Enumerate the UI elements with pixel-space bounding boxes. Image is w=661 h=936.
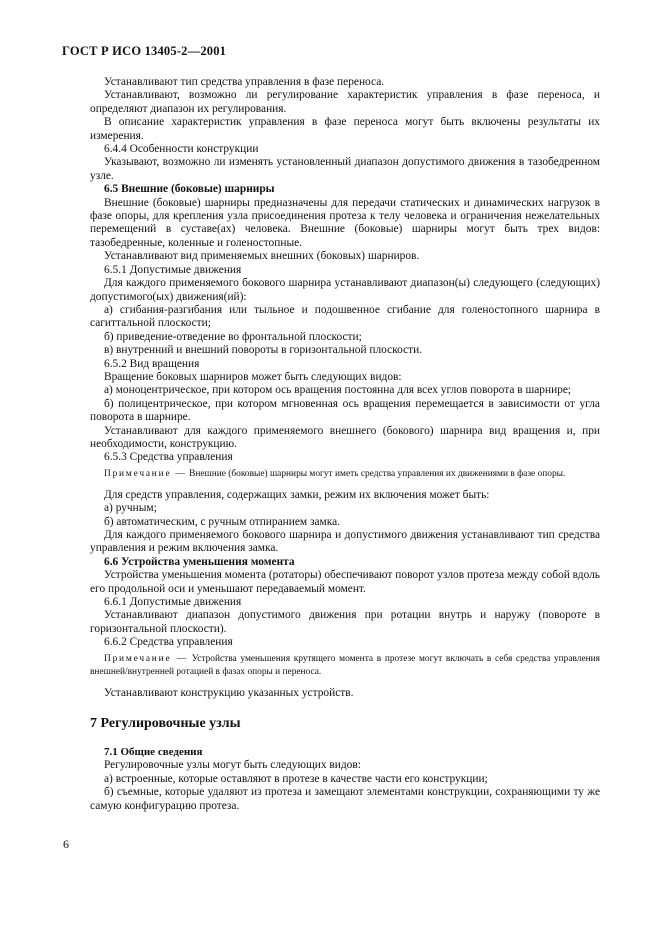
paragraph: Устройства уменьшения момента (ротаторы) обеспечивают поворот узлов протеза между собой вдоль его продольной оси и уменьшают передаваемый момент. — [90, 569, 600, 595]
paragraph: Для каждого применяемого бокового шарнира и допустимого движения устанавливают тип средства управления и режим включения замка. — [90, 529, 600, 555]
paragraph: Вращение боковых шарниров может быть следующих видов: — [104, 370, 402, 383]
document-body — [90, 76, 600, 813]
list-item: а) встроенные, которые оставляют в протезе в качестве части его конструкции; — [104, 772, 488, 785]
chapter-heading: 7 Регулировочные узлы — [90, 716, 241, 732]
paragraph: В описание характеристик управления в фазе переноса могут быть включены результаты их измерения. — [90, 116, 600, 142]
list-item: б) автоматическим, с ручным отпиранием замка. — [104, 515, 340, 528]
paragraph: Устанавливают, возможно ли регулирование характеристик управления в фазе переноса, и определяют диапазон их регулирования. — [90, 89, 600, 115]
paragraph: Внешние (боковые) шарниры предназначены для передачи статических и динамических нагрузок в фазе опоры, для крепления узла присоединения протеза к телу человека и ограничения нежелательных перемещений в суставе(ах) человека. Внешние (боковые) шарниры могут быть трех видов: тазобедренные, коленные и голеностопные. — [90, 196, 600, 249]
paragraph: Устанавливают конструкцию указанных устройств. — [104, 686, 354, 699]
subsection-heading: 6.5.3 Средства управления — [104, 451, 233, 464]
note-text: Устройства уменьшения крутящего момента в протезе могут включать в себя средства управления внешней/внутренней ротацией в фазах опоры и переноса. — [90, 653, 600, 677]
subsection-heading: 6.4.4 Особенности конструкции — [104, 143, 259, 156]
document-header: ГОСТ Р ИСО 13405-2—2001 — [62, 44, 227, 58]
section-heading: 6.5 Внешние (боковые) шарниры — [104, 183, 275, 196]
subsection-heading: 6.5.1 Допустимые движения — [104, 263, 242, 276]
note — [90, 468, 600, 481]
list-item: б) полицентрическое, при котором мгновенная ось вращения перемещается в зависимости от угла поворота в шарнире. — [90, 397, 600, 424]
subsection-heading: 6.5.2 Вид вращения — [104, 357, 200, 370]
section-heading: 7.1 Общие сведения — [104, 746, 203, 759]
note-label: Примечание — — [104, 653, 189, 664]
paragraph: Для средств управления, содержащих замки, режим их включения может быть: — [104, 488, 490, 501]
subsection-heading: 6.6.2 Средства управления — [104, 636, 233, 649]
paragraph: Устанавливают диапазон допустимого движения при ротации внутрь и наружу (повороте в горизонтальной плоскости). — [90, 609, 600, 635]
paragraph: Регулировочные узлы могут быть следующих видов: — [104, 759, 361, 772]
list-item: а) сгибания-разгибания или тыльное и подошвенное сгибание для голеностопного шарнира в сагиттальной плоскости; — [90, 303, 600, 330]
list-item: а) моноцентрическое, при котором ось вращения постоянна для всех углов поворота в шарнире; — [104, 384, 572, 397]
list-item: а) ручным; — [104, 502, 157, 515]
page-number: 6 — [63, 837, 69, 851]
paragraph: Указывают, возможно ли изменять установленный диапазон допустимого движения в тазобедренном узле. — [90, 156, 600, 182]
paragraph: Для каждого применяемого бокового шарнира устанавливают диапазон(ы) следующего (следующих) допустимого(ых) движения(ий): — [90, 277, 600, 303]
list-item: в) внутренний и внешний повороты в горизонтальной плоскости. — [104, 344, 423, 357]
paragraph: Устанавливают тип средства управления в фазе переноса. — [104, 76, 385, 88]
note — [90, 653, 600, 679]
list-item: б) съемные, которые удаляют из протеза и замещают элементами конструкции, сохраняющими ту же самую конфигурацию протеза. — [90, 786, 600, 812]
list-item: б) приведение-отведение во фронтальной плоскости; — [104, 330, 362, 343]
note-text: Внешние (боковые) шарниры могут иметь средства управления их движениями в фазе опоры. — [189, 468, 566, 479]
section-heading: 6.6 Устройства уменьшения момента — [104, 555, 295, 568]
paragraph: Устанавливают для каждого применяемого внешнего (бокового) шарнира вид вращения и, при необходимости, конструкцию. — [90, 424, 600, 450]
note-label: Примечание — — [104, 468, 187, 479]
paragraph: Устанавливают вид применяемых внешних (боковых) шарниров. — [104, 250, 420, 263]
subsection-heading: 6.6.1 Допустимые движения — [104, 596, 242, 609]
